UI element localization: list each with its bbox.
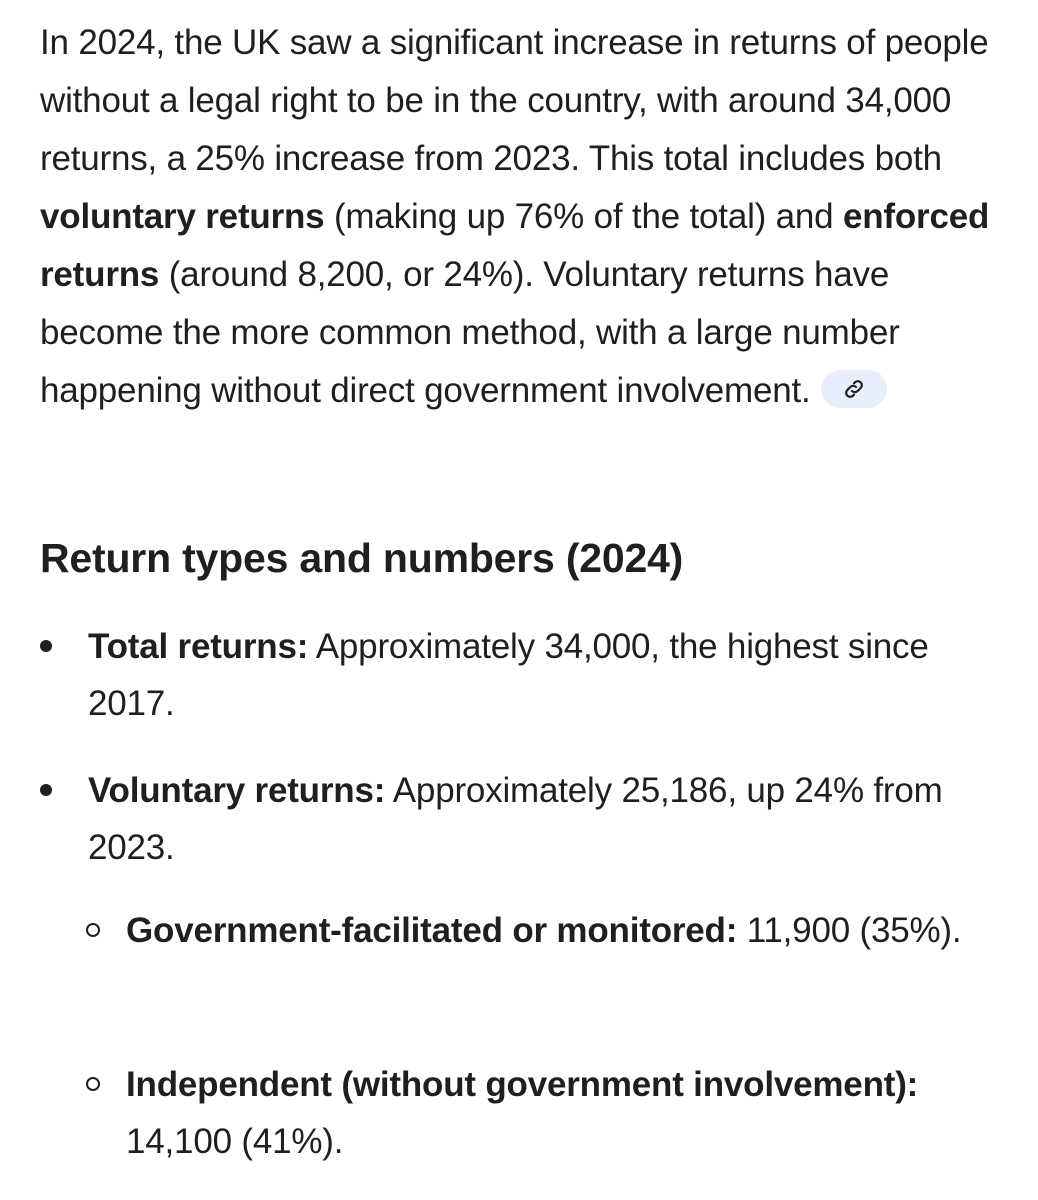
voluntary-returns-term: voluntary returns [40,197,325,236]
sublist-item-text [126,1056,1000,1170]
list-item-text [88,618,1000,732]
intro-text-3: (around 8,200, or 24%). Voluntary returns have become the more common method, with a large number happening without direct government involvement. [40,255,900,410]
bullet-dot [40,640,52,652]
intro-paragraph [40,14,1015,420]
list-item-total-returns [40,618,1000,732]
bullet-dot [40,784,52,796]
source-link-button[interactable] [821,370,887,408]
sublist-item-label: Government-facilitated or monitored: [126,911,738,950]
response-content [40,14,1015,1161]
section-heading: Return types and numbers (2024) [40,535,684,581]
list-item-value: Approximately 25,186, up 24% from 2023. [88,771,943,867]
list-item-text [88,762,1000,876]
bullet-circle [86,923,100,937]
bullet-circle [86,1077,100,1091]
sublist-item-value: 14,100 (41%). [126,1122,344,1161]
list-item-voluntary-returns [40,762,1000,876]
intro-text-1: In 2024, the UK saw a significant increase in returns of people without a legal right to be in the country, with around 34,000 returns, a 25% increase from 2023. This total includes both [40,23,989,178]
sublist-item-value: 11,900 (35%). [737,911,962,950]
sublist-item-government-facilitated [40,902,1000,959]
sublist-item-text [126,902,1000,959]
list-item-value: Approximately 34,000, the highest since 2017. [88,627,929,723]
enforced-returns-term: enforced returns [40,197,990,294]
link-icon [842,377,866,401]
sublist-item-independent [40,1056,1000,1170]
sublist-item-label: Independent (without government involvement): [126,1065,919,1104]
list-item-label: Total returns: [88,627,309,666]
intro-text-2: (making up 76% of the total) and [324,197,843,236]
list-item-label: Voluntary returns: [88,771,386,810]
